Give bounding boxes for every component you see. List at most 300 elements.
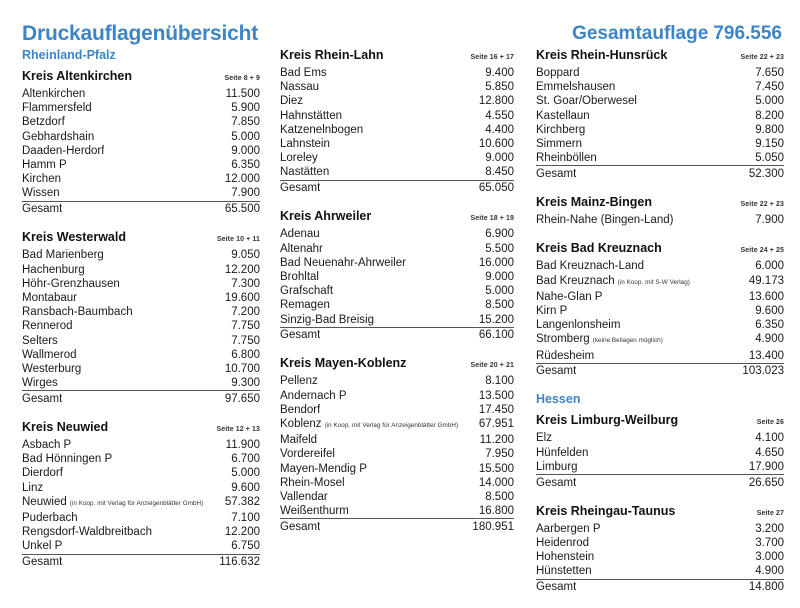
circulation-value: 15.500: [478, 462, 514, 475]
circulation-value: 7.650: [755, 67, 784, 79]
place-name: Puderbach: [22, 512, 78, 525]
place-name: Weißenthurm: [280, 505, 349, 518]
place-name: Ransbach-Baumbach: [22, 306, 133, 319]
total-label: Gesamt: [536, 167, 577, 180]
circulation-value: 4.100: [755, 432, 784, 445]
circulation-value: 7.450: [755, 81, 784, 94]
place-name: Rhein-Mosel: [280, 476, 345, 489]
circulation-value: 11.200: [479, 434, 514, 447]
place-name: Bad Neuenahr-Ahrweiler: [280, 256, 406, 269]
district-block-kreis-limburg-weilburg: [536, 413, 784, 489]
district-block-kreis-rheingau-taunus: [536, 504, 784, 595]
circulation-row: [280, 256, 514, 270]
circulation-value: 9.300: [231, 377, 260, 390]
column-1-districts: [22, 69, 260, 569]
total-label: Gesamt: [536, 581, 577, 594]
circulation-row: [536, 332, 784, 348]
circulation-value: 5.900: [231, 102, 260, 115]
circulation-value: 4.400: [485, 123, 514, 136]
district-header: [280, 356, 514, 373]
district-page-reference: Seite 27: [756, 509, 784, 517]
district-header: [536, 241, 784, 258]
circulation-value: 6.000: [755, 260, 784, 273]
place-name: Simmern: [536, 138, 583, 151]
circulation-row: [280, 417, 514, 433]
grand-total-label: Gesamtauflage: [572, 23, 709, 44]
columns-container: [22, 48, 784, 608]
place-name: Diez: [280, 95, 304, 108]
place-name: Katzenelnbogen: [280, 123, 364, 136]
circulation-value: 13.600: [748, 290, 784, 303]
district-block-kreis-neuwied: [22, 420, 260, 569]
place-note: (in Koop. mit Verlag für Anzeigenblätter GmbH): [69, 499, 204, 507]
circulation-row: [22, 452, 260, 466]
column-2-districts: [280, 48, 514, 534]
place-name: Elz: [536, 432, 552, 445]
place-name: Höhr-Grenzhausen: [22, 277, 120, 290]
circulation-row: [280, 66, 514, 80]
place-name: Daaden-Herdorf: [22, 144, 105, 157]
circulation-row: [22, 466, 260, 480]
circulation-value: 7.100: [231, 512, 260, 525]
place-name: Mayen-Mendig P: [280, 462, 367, 475]
total-label: Gesamt: [22, 556, 63, 569]
circulation-value: 12.200: [224, 526, 260, 539]
circulation-value: 12.200: [224, 263, 260, 276]
circulation-row: [536, 151, 784, 165]
circulation-row: [536, 109, 784, 123]
circulation-row: [536, 66, 784, 80]
district-name: Kreis Rheingau-Taunus: [536, 503, 676, 518]
circulation-value: 9.800: [755, 123, 784, 136]
district-header: [536, 48, 784, 65]
place-name: Remagen: [280, 299, 330, 312]
circulation-row: [22, 539, 260, 553]
circulation-value: 5.000: [231, 467, 260, 480]
circulation-row: [536, 137, 784, 151]
district-block-kreis-ahrweiler: [280, 209, 514, 342]
place-name: Betzdorf: [22, 116, 65, 129]
district-header: [22, 420, 260, 437]
place-name: Sinzig-Bad Breisig: [280, 313, 374, 326]
circulation-row: [280, 270, 514, 284]
district-name: Kreis Limburg-Weilburg: [536, 413, 679, 428]
circulation-value: 6.800: [231, 348, 260, 361]
circulation-value: 10.600: [478, 138, 514, 151]
place-name: Maifeld: [280, 434, 318, 447]
place-name: Rhein-Nahe (Bingen-Land): [536, 214, 674, 227]
circulation-value: 5.500: [485, 242, 514, 255]
grand-total-value: 796.556: [713, 23, 782, 44]
district-block-kreis-rhein-lahn: [280, 48, 514, 195]
place-name: Limburg: [536, 460, 578, 473]
place-name: Wirges: [22, 377, 58, 390]
circulation-row: [280, 504, 514, 518]
circulation-value: 8.100: [485, 375, 514, 388]
grand-total: [572, 23, 782, 45]
circulation-value: 3.200: [755, 522, 784, 535]
district-header: [22, 230, 260, 247]
place-name: Dierdorf: [22, 467, 63, 480]
district-total-row: [22, 554, 260, 570]
circulation-value: 4.550: [485, 109, 514, 122]
circulation-value: 4.900: [755, 333, 784, 346]
circulation-value: 5.000: [485, 285, 514, 298]
place-name: Stromberg (keine Beilagen möglich): [536, 333, 663, 346]
district-page-reference: Seite 22 + 23: [740, 201, 784, 209]
total-value: 65.050: [478, 182, 514, 195]
place-name: Aarbergen P: [536, 522, 601, 535]
circulation-value: 8.500: [485, 299, 514, 312]
circulation-value: 6.350: [755, 319, 784, 332]
circulation-value: 9.000: [485, 270, 514, 283]
circulation-value: 9.600: [231, 481, 260, 494]
circulation-value: 8.200: [755, 109, 784, 122]
place-name: Kirchen: [22, 173, 61, 186]
circulation-value: 3.700: [755, 536, 784, 549]
district-block-kreis-mayen-koblenz: [280, 356, 514, 534]
circulation-row: [280, 242, 514, 256]
circulation-value: 9.000: [485, 152, 514, 165]
circulation-row: [22, 130, 260, 144]
district-block-kreis-bad-kreuznach: [536, 241, 784, 378]
district-header: [22, 69, 260, 86]
circulation-value: 5.000: [231, 130, 260, 143]
circulation-value: 9.150: [755, 138, 784, 151]
circulation-row: [280, 123, 514, 137]
circulation-row: [280, 374, 514, 388]
circulation-value: 7.200: [231, 306, 260, 319]
circulation-row: [280, 80, 514, 94]
place-name: Hachenburg: [22, 263, 85, 276]
circulation-value: 7.750: [231, 334, 260, 347]
district-block-kreis-altenkirchen: [22, 69, 260, 216]
circulation-row: [536, 213, 784, 227]
district-name: Kreis Bad Kreuznach: [536, 241, 662, 256]
circulation-value: 9.050: [231, 249, 260, 262]
circulation-row: [22, 172, 260, 186]
total-value: 26.650: [748, 476, 784, 489]
circulation-row: [280, 284, 514, 298]
place-name: Grafschaft: [280, 285, 334, 298]
circulation-value: 7.750: [231, 320, 260, 333]
circulation-row: [280, 389, 514, 403]
circulation-row: [22, 186, 260, 200]
district-page-reference: Seite 16 + 17: [470, 54, 514, 61]
place-name: Andernach P: [280, 389, 347, 402]
circulation-row: [280, 151, 514, 165]
district-total-row: [280, 518, 514, 534]
district-page-reference: Seite 8 + 9: [224, 75, 260, 82]
district-total-row: [280, 180, 514, 196]
circulation-row: [22, 376, 260, 390]
district-header: [280, 209, 514, 226]
circulation-value: 13.500: [478, 389, 514, 402]
district-header: [536, 504, 784, 521]
circulation-value: 6.900: [485, 228, 514, 241]
circulation-row: [536, 349, 784, 363]
circulation-value: 6.700: [231, 453, 260, 466]
circulation-row: [22, 248, 260, 262]
place-name: Rennerod: [22, 320, 73, 333]
circulation-value: 17.900: [748, 460, 784, 473]
place-name: Rheinböllen: [536, 152, 597, 165]
district-name: Kreis Westerwald: [22, 230, 126, 245]
district-header: [536, 413, 784, 430]
column-3-districts: [536, 48, 784, 594]
circulation-value: 57.382: [224, 495, 260, 508]
place-name: Bad Marienberg: [22, 249, 104, 262]
place-name: Hahnstätten: [280, 109, 343, 122]
total-value: 66.100: [478, 329, 514, 342]
place-name: Nastätten: [280, 166, 330, 179]
circulation-row: [536, 460, 784, 474]
circulation-row: [22, 348, 260, 362]
place-name: Montabaur: [22, 291, 77, 304]
circulation-row: [536, 536, 784, 550]
district-header: [536, 195, 784, 212]
place-name: Nassau: [280, 81, 319, 94]
circulation-row: [280, 298, 514, 312]
place-name: Langenlonsheim: [536, 319, 621, 332]
circulation-value: 6.350: [231, 159, 260, 172]
place-name: Bad Ems: [280, 67, 327, 79]
circulation-value: 6.750: [231, 540, 260, 553]
district-name: Kreis Rhein-Hunsrück: [536, 48, 668, 62]
circulation-row: [280, 109, 514, 123]
district-total-row: [536, 579, 784, 595]
circulation-row: [22, 525, 260, 539]
circulation-row: [22, 319, 260, 333]
circulation-row: [22, 101, 260, 115]
circulation-row: [22, 87, 260, 101]
place-note: (in Koop. mit S-W Verlag): [617, 278, 690, 286]
circulation-value: 19.600: [224, 291, 260, 304]
circulation-row: [280, 403, 514, 417]
district-page-reference: Seite 10 + 11: [216, 236, 260, 244]
circulation-row: [536, 446, 784, 460]
district-total-row: [22, 390, 260, 406]
column-2: [276, 48, 530, 608]
circulation-row: [280, 433, 514, 447]
total-label: Gesamt: [280, 520, 321, 533]
circulation-value: 16.800: [478, 505, 514, 518]
place-name: Asbach P: [22, 439, 72, 452]
district-page-reference: Seite 20 + 21: [470, 362, 514, 370]
place-name: Unkel P: [22, 540, 63, 553]
total-value: 65.500: [224, 203, 260, 216]
circulation-row: [22, 263, 260, 277]
circulation-value: 5.850: [485, 81, 514, 94]
circulation-row: [536, 431, 784, 445]
place-name: St. Goar/Oberwesel: [536, 95, 637, 108]
total-label: Gesamt: [536, 365, 577, 378]
circulation-value: 17.450: [478, 403, 514, 416]
place-name: Westerburg: [22, 362, 82, 375]
place-name: Boppard: [536, 67, 580, 79]
total-label: Gesamt: [536, 476, 577, 489]
circulation-value: 7.300: [231, 277, 260, 290]
total-label: Gesamt: [280, 182, 321, 195]
circulation-row: [280, 94, 514, 108]
place-name: Rüdesheim: [536, 349, 595, 362]
circulation-value: 10.700: [224, 362, 260, 375]
circulation-value: 12.000: [224, 173, 260, 186]
circulation-value: 11.900: [225, 439, 260, 452]
circulation-row: [22, 291, 260, 305]
place-name: Hünfelden: [536, 446, 589, 459]
district-total-row: [22, 201, 260, 217]
circulation-row: [280, 313, 514, 327]
place-name: Rengsdorf-Waldbreitbach: [22, 526, 152, 539]
circulation-value: 7.950: [485, 448, 514, 461]
place-name: Vallendar: [280, 491, 328, 504]
circulation-value: 67.951: [478, 418, 514, 431]
district-total-row: [536, 165, 784, 181]
circulation-row: [22, 438, 260, 452]
circulation-row: [536, 123, 784, 137]
district-page-reference: Seite 26: [756, 419, 784, 427]
place-name: Koblenz (in Koop. mit Verlag für Anzeigenblätter GmbH): [280, 418, 459, 431]
circulation-row: [536, 550, 784, 564]
circulation-value: 15.200: [478, 313, 514, 326]
region-heading-hessen: Hessen: [536, 392, 581, 407]
circulation-row: [280, 490, 514, 504]
total-value: 116.632: [219, 556, 260, 569]
place-name: Kirchberg: [536, 123, 586, 136]
circulation-row: [536, 522, 784, 536]
place-name: Bad Kreuznach-Land: [536, 260, 645, 273]
circulation-row: [536, 290, 784, 304]
district-total-row: [536, 474, 784, 490]
district-page-reference: Seite 12 + 13: [216, 426, 260, 434]
circulation-row: [22, 495, 260, 511]
place-name: Wallmerod: [22, 348, 77, 361]
place-name: Loreley: [280, 152, 318, 165]
circulation-value: 4.650: [755, 446, 784, 459]
place-name: Kastellaun: [536, 109, 590, 122]
circulation-row: [22, 362, 260, 376]
circulation-value: 8.450: [485, 166, 514, 179]
place-note: (keine Beilagen möglich): [592, 337, 663, 345]
circulation-value: 13.400: [748, 349, 784, 362]
place-name: Lahnstein: [280, 138, 330, 151]
circulation-value: 49.173: [748, 274, 784, 287]
total-value: 180.951: [472, 520, 514, 533]
total-label: Gesamt: [280, 329, 321, 342]
district-total-row: [536, 363, 784, 379]
district-name: Kreis Rhein-Lahn: [280, 48, 384, 62]
place-name: Bad Kreuznach (in Koop. mit S-W Verlag): [536, 274, 690, 287]
circulation-value: 5.050: [755, 152, 784, 165]
place-name: Wissen: [22, 187, 60, 200]
place-name: Neuwied (in Koop. mit Verlag für Anzeigenblätter GmbH): [22, 495, 204, 508]
circulation-value: 5.000: [755, 95, 784, 108]
circulation-row: [22, 158, 260, 172]
total-value: 97.650: [224, 392, 260, 405]
district-name: Kreis Neuwied: [22, 420, 109, 435]
circulation-row: [280, 227, 514, 241]
total-label: Gesamt: [22, 392, 63, 405]
circulation-row: [280, 165, 514, 179]
district-block-kreis-westerwald: [22, 230, 260, 406]
place-name: Bendorf: [280, 403, 321, 416]
place-name: Altenahr: [280, 242, 323, 255]
column-1: [22, 48, 276, 608]
place-name: Bad Hönningen P: [22, 453, 113, 466]
district-page-reference: Seite 18 + 19: [470, 215, 514, 223]
district-block-kreis-rhein-hunsrueck: [536, 48, 784, 181]
circulation-row: [536, 94, 784, 108]
district-name: Kreis Mayen-Koblenz: [280, 356, 407, 371]
circulation-row: [536, 80, 784, 94]
place-name: Linz: [22, 481, 44, 494]
column-3: [530, 48, 784, 608]
district-total-row: [280, 327, 514, 343]
district-header: [280, 48, 514, 65]
place-name: Hünstetten: [536, 565, 592, 578]
circulation-value: 3.000: [755, 551, 784, 564]
place-name: Kirn P: [536, 304, 568, 317]
place-name: Hohenstein: [536, 551, 595, 564]
circulation-value: 7.900: [231, 187, 260, 200]
circulation-row: [22, 115, 260, 129]
circulation-row: [280, 137, 514, 151]
circulation-row: [536, 274, 784, 290]
circulation-row: [22, 481, 260, 495]
circulation-row: [280, 447, 514, 461]
circulation-value: 9.000: [231, 144, 260, 157]
circulation-row: [536, 259, 784, 273]
circulation-row: [22, 511, 260, 525]
place-name: Heidenrod: [536, 536, 590, 549]
circulation-row: [22, 144, 260, 158]
district-page-reference: Seite 24 + 25: [740, 247, 784, 255]
region-heading-rheinland-pfalz: Rheinland-Pfalz: [22, 48, 116, 62]
circulation-row: [22, 277, 260, 291]
circulation-value: 7.850: [231, 116, 260, 129]
total-value: 14.800: [748, 581, 784, 594]
place-name: Emmelshausen: [536, 81, 616, 94]
place-name: Pellenz: [280, 375, 318, 388]
circulation-value: 9.600: [755, 304, 784, 317]
place-name: Altenkirchen: [22, 88, 86, 100]
place-name: Hamm P: [22, 159, 67, 172]
page-title: Druckauflagenübersicht: [22, 22, 258, 45]
district-page-reference: Seite 22 + 23: [740, 54, 784, 61]
circulation-value: 9.400: [485, 67, 514, 79]
total-value: 52.300: [748, 167, 784, 180]
place-note: (in Koop. mit Verlag für Anzeigenblätter GmbH): [324, 422, 459, 430]
place-name: Brohltal: [280, 270, 319, 283]
place-name: Flammersfeld: [22, 102, 92, 115]
circulation-row: [22, 334, 260, 348]
place-name: Gebhardshain: [22, 130, 95, 143]
circulation-value: 16.000: [478, 256, 514, 269]
circulation-row: [280, 462, 514, 476]
place-name: Adenau: [280, 228, 320, 241]
circulation-value: 11.500: [225, 88, 260, 100]
total-label: Gesamt: [22, 203, 63, 216]
district-name: Kreis Altenkirchen: [22, 69, 132, 83]
circulation-value: 4.900: [755, 565, 784, 578]
place-name: Nahe-Glan P: [536, 290, 603, 303]
place-name: Selters: [22, 334, 58, 347]
circulation-value: 14.000: [478, 476, 514, 489]
circulation-value: 7.900: [755, 214, 784, 227]
circulation-row: [280, 476, 514, 490]
place-name: Vordereifel: [280, 448, 335, 461]
